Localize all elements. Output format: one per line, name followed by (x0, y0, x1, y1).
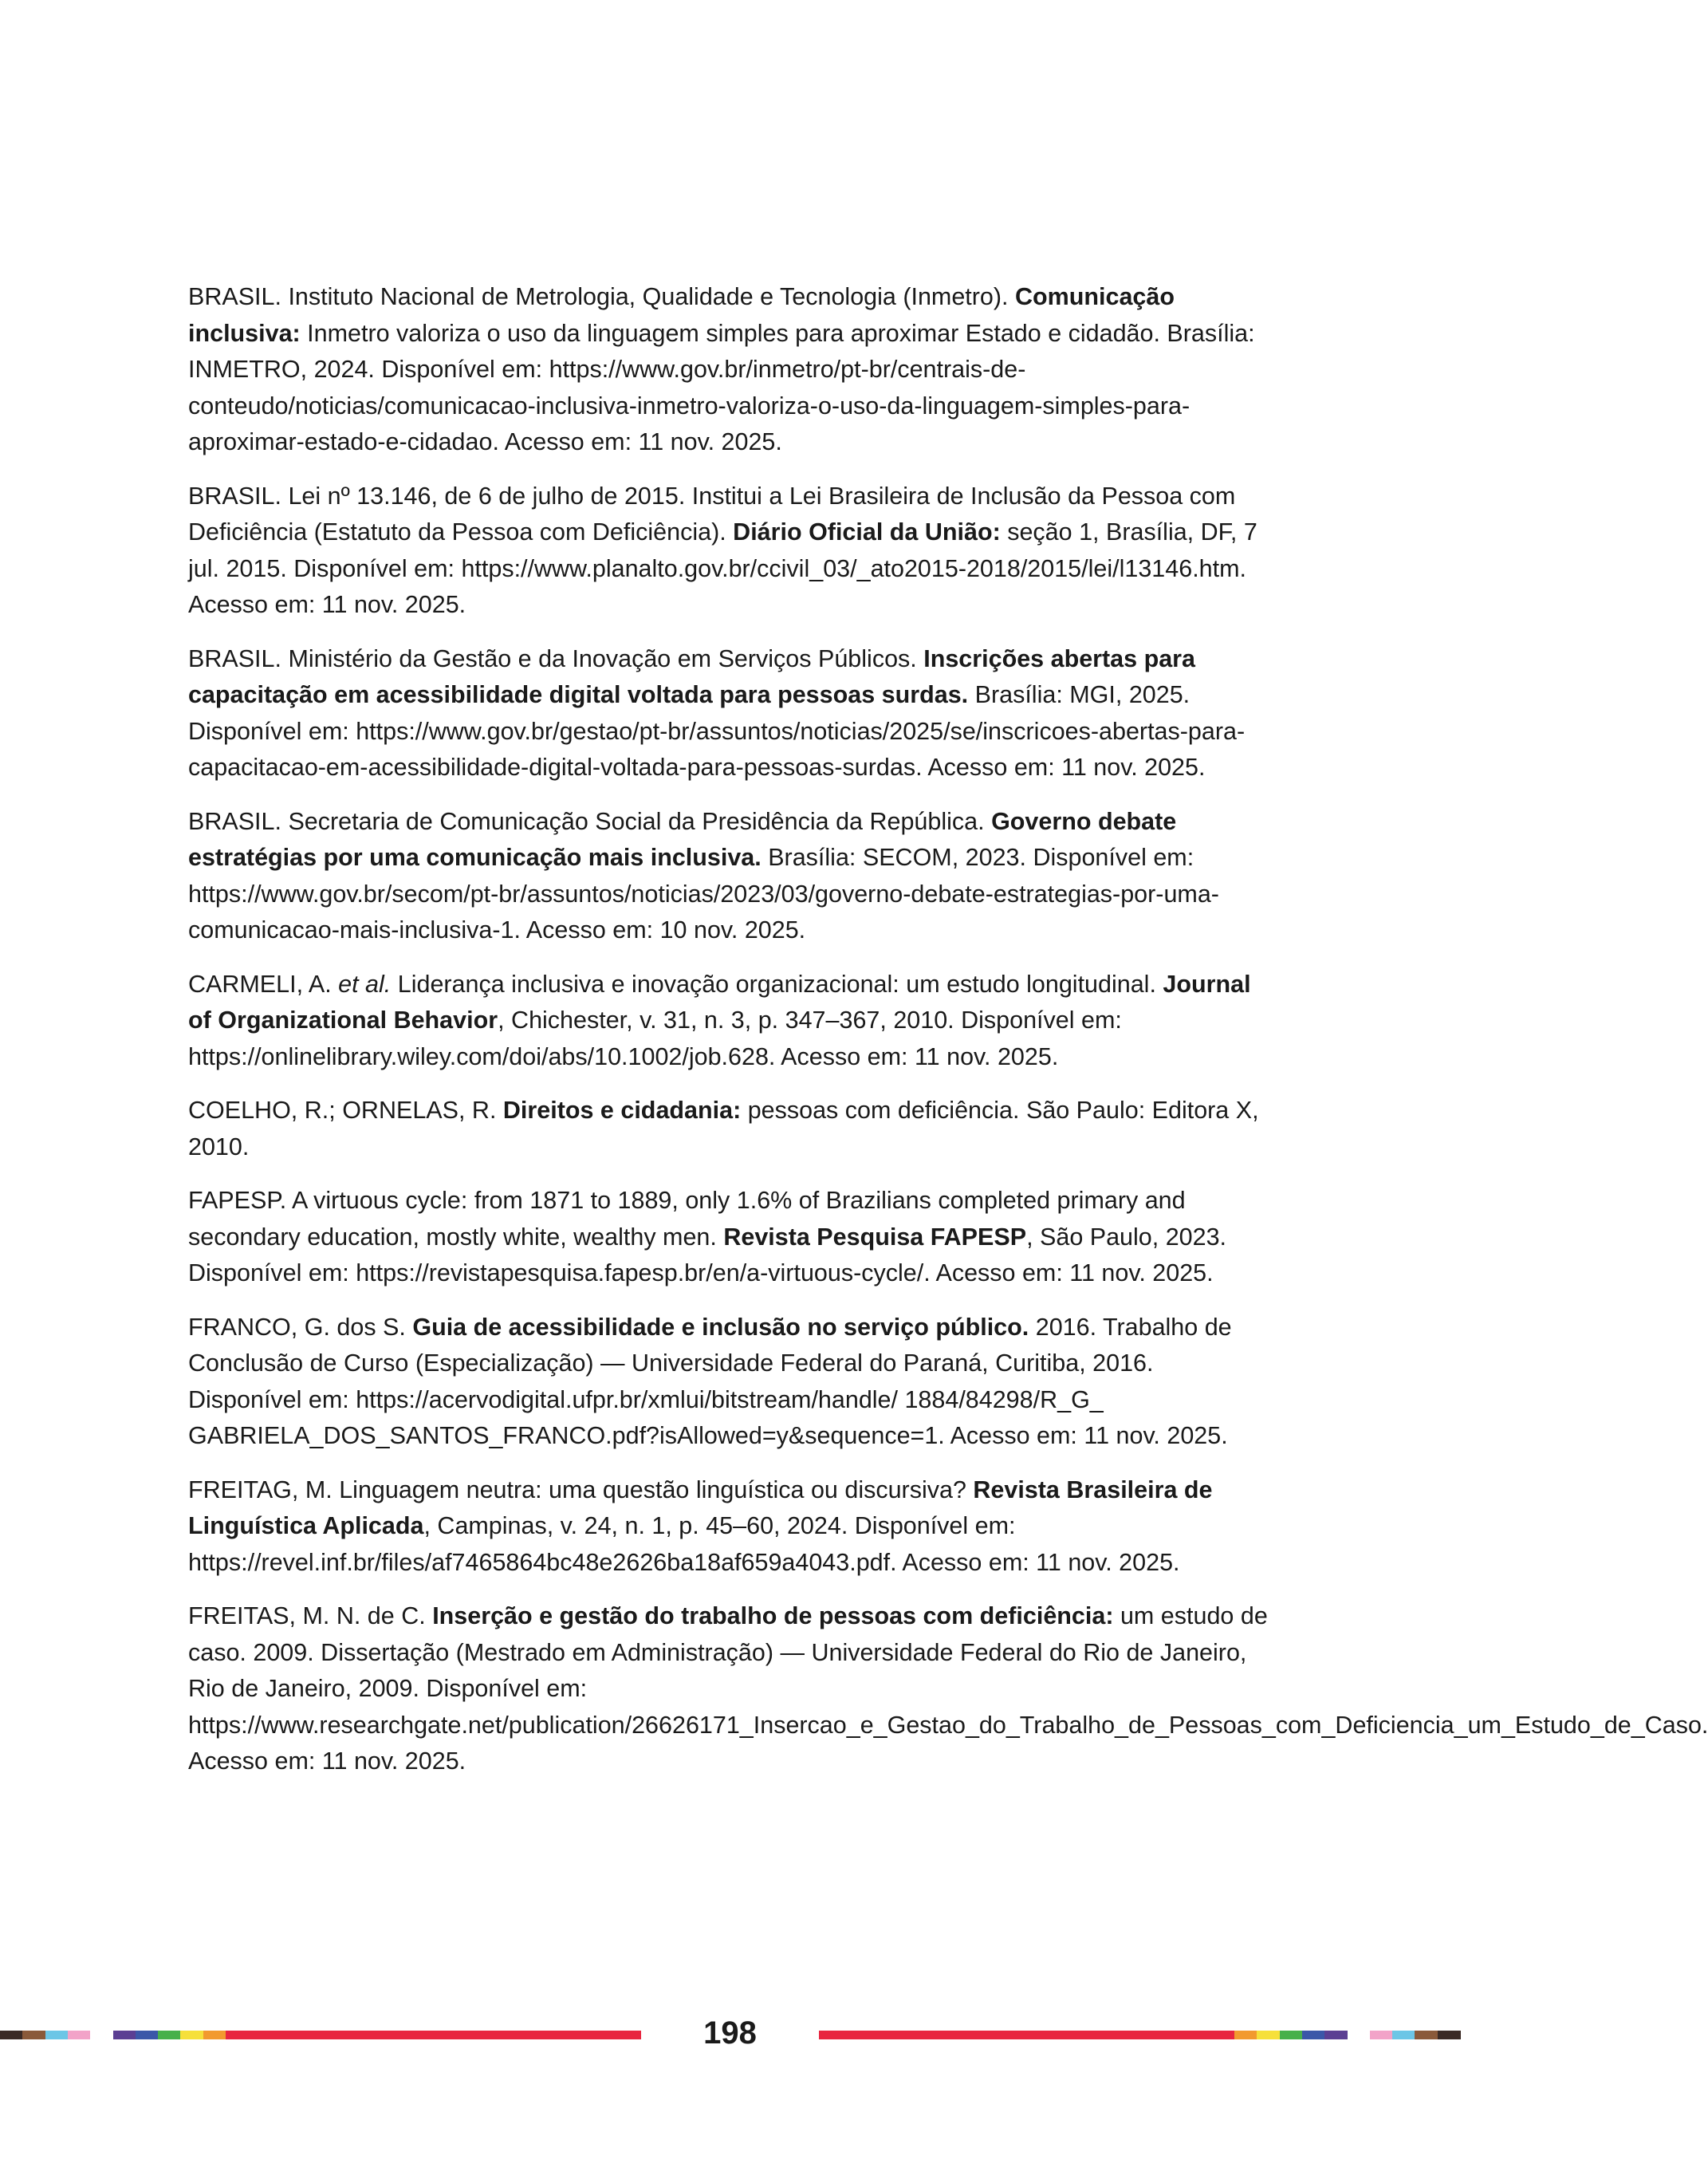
footer-color-stripe (1280, 2031, 1303, 2039)
reference-entry (188, 1093, 1273, 1165)
reference-title: Revista Pesquisa FAPESP (723, 1223, 1027, 1251)
reference-entry (188, 1310, 1273, 1455)
reference-text: FREITAG, M. Linguagem neutra: uma questão linguística ou discursiva? (188, 1476, 974, 1503)
reference-text: seção 1, Brasília, DF, 7 jul. 2015. Disponível em: https://www.planalto.gov.br/ccivil_03/_ato2015-2018/2015/lei/l13146.htm. Acesso em: 11 nov. 2025. (188, 518, 1257, 618)
reference-title: Inserção e gestão do trabalho de pessoas com deficiência: (432, 1602, 1114, 1629)
reference-title: Governo debate estratégias por uma comunicação mais inclusiva. (188, 807, 1177, 871)
reference-entry (188, 967, 1273, 1076)
page-footer (0, 2015, 1460, 2051)
reference-text: COELHO, R.; ORNELAS, R. (188, 1097, 503, 1124)
reference-title: Revista Brasileira de Linguística Aplicada (188, 1476, 1213, 1539)
reference-text: BRASIL. Instituto Nacional de Metrologia, Qualidade e Tecnologia (Inmetro). (188, 283, 1015, 310)
footer-color-stripe (1438, 2031, 1461, 2039)
reference-entry (188, 279, 1273, 461)
footer-color-stripe (1392, 2031, 1415, 2039)
reference-text: Brasília: MGI, 2025. Disponível em: https://www.gov.br/gestao/pt-br/assuntos/noticias/2025/se/inscricoes-abertas-para-capacitacao-em-acessibilidade-digital-voltada-para-pessoas-surdas. Acesso em: 11 nov. 2025. (188, 681, 1246, 781)
reference-text: BRASIL. Secretaria de Comunicação Social da Presidência da República. (188, 807, 992, 835)
reference-title: Journal of Organizational Behavior (188, 970, 1251, 1034)
reference-italic-text: et al. (338, 970, 392, 998)
footer-color-stripe (1415, 2031, 1438, 2039)
reference-text: , Campinas, v. 24, n. 1, p. 45–60, 2024. Disponível em: https://revel.inf.br/files/af7465864bc48e2626ba18af659a4043.pdf. Acesso em: 11 nov. 2025. (188, 1512, 1180, 1576)
reference-entry (188, 1183, 1273, 1292)
footer-color-stripe (1348, 2031, 1371, 2039)
footer-color-stripe (1234, 2031, 1257, 2039)
reference-entry (188, 641, 1273, 786)
reference-list (188, 279, 1708, 1798)
reference-text: FAPESP. A virtuous cycle: from 1871 to 1889, only 1.6% of Brazilians completed primary and secondary education, mostly white, wealthy men. (188, 1187, 1186, 1251)
reference-text: pessoas com deficiência. São Paulo: Editora X, 2010. (188, 1097, 1259, 1160)
reference-text: 2016. Trabalho de Conclusão de Curso (Especialização) — Universidade Federal do Paraná, Curitiba, 2016. Disponível em: https://acervodigital.ufpr.br/xmlui/bitstream/handle/ 1884/84298/R_G_ GABRIELA_DOS_SANTOS_FRANCO.pdf?isAllowed=y&sequence=1. Acesso em: 11 nov. 2025. (188, 1313, 1232, 1449)
reference-entry (188, 1472, 1273, 1582)
reference-text: FRANCO, G. dos S. (188, 1313, 413, 1341)
reference-text: um estudo de caso. 2009. Dissertação (Mestrado em Administração) — Universidade Federal do Rio de Janeiro, Rio de Janeiro, 2009. Disponível em: https://www.researchgate.net/publication/26626171_Insercao_e_Gestao_do_Trabalho_de_Pessoas_com_Deficiencia_um_Estudo_de_Caso. Acesso em: 11 nov. 2025. (188, 1602, 1708, 1775)
reference-title: Diário Oficial da União: (733, 518, 1001, 546)
reference-entry (188, 479, 1273, 624)
footer-color-stripe (1324, 2031, 1348, 2039)
reference-text: , São Paulo, 2023. Disponível em: https://revistapesquisa.fapesp.br/en/a-virtuous-cycle/. Acesso em: 11 nov. 2025. (188, 1223, 1227, 1286)
footer-color-stripe (1257, 2031, 1280, 2039)
reference-text: BRASIL. Ministério da Gestão e da Inovação em Serviços Públicos. (188, 644, 924, 672)
page-number: 198 (703, 2015, 757, 2051)
reference-text: Liderança inclusiva e inovação organizacional: um estudo longitudinal. (391, 970, 1163, 998)
reference-text: , Chichester, v. 31, n. 3, p. 347–367, 2010. Disponível em: https://onlinelibrary.wiley.com/doi/abs/10.1002/job.628. Acesso em: 11 nov. 2025. (188, 1007, 1122, 1070)
reference-title: Comunicação inclusiva: (188, 283, 1175, 347)
reference-entry (188, 1598, 1708, 1780)
reference-title: Guia de acessibilidade e inclusão no serviço público. (412, 1313, 1029, 1341)
reference-text: Inmetro valoriza o uso da linguagem simples para aproximar Estado e cidadão. Brasília: INMETRO, 2024. Disponível em: https://www.gov.br/inmetro/pt-br/centrais-de-conteudo/noticias/comunicacao-inclusiva-inmetro-valoriza-o-uso-da-linguagem-simples-para-aproximar-estado-e-cidadao. Acesso em: 11 nov. 2025. (188, 319, 1255, 455)
reference-title: Inscrições abertas para capacitação em acessibilidade digital voltada para pessoas surdas. (188, 644, 1196, 708)
footer-color-stripe (1370, 2031, 1393, 2039)
reference-entry (188, 804, 1273, 949)
reference-text: Brasília: SECOM, 2023. Disponível em: https://www.gov.br/secom/pt-br/assuntos/noticias/2023/03/governo-debate-estrategias-por-uma-comunicacao-mais-inclusiva-1. Acesso em: 10 nov. 2025. (188, 844, 1219, 944)
reference-text: CARMELI, A. (188, 970, 339, 998)
footer-color-stripe (1302, 2031, 1325, 2039)
footer-right-red-bar (819, 2031, 1234, 2039)
reference-text: FREITAS, M. N. de C. (188, 1602, 433, 1629)
reference-title: Direitos e cidadania: (502, 1097, 742, 1124)
reference-text: BRASIL. Lei nº 13.146, de 6 de julho de 2015. Institui a Lei Brasileira de Inclusão da Pessoa com Deficiência (Estatuto da Pessoa com Deficiência). (188, 482, 1236, 546)
